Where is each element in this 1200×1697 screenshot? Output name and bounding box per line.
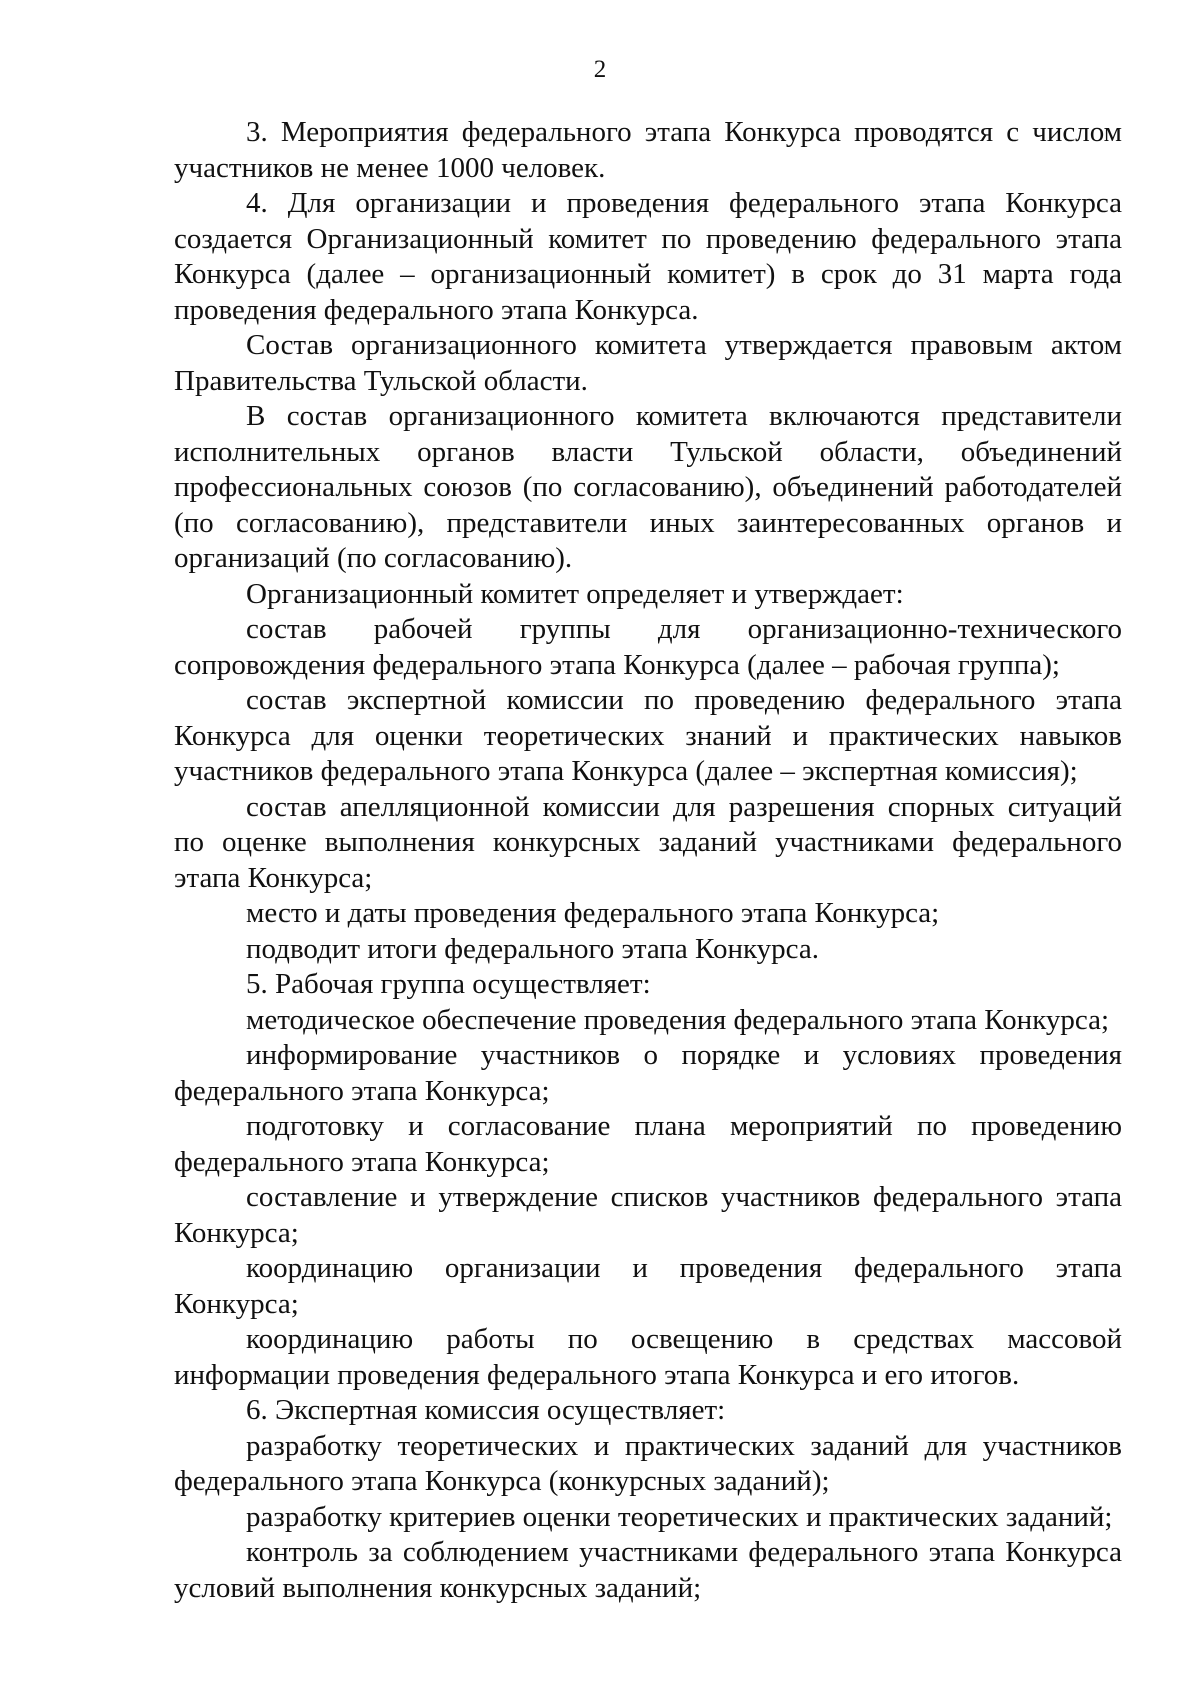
paragraph-item-3-participants: 3. Мероприятия федерального этапа Конкурса проводятся с числом участников не менее 1000 человек.	[174, 116, 1122, 184]
paragraph-informing-participants: информирование участников о порядке и условиях проведения федерального этапа Конкурса;	[174, 1039, 1122, 1107]
paragraph-criteria-development: разработку критериев оценки теоретических и практических заданий;	[246, 1500, 1113, 1533]
paragraph-appeal-commission-composition: состав апелляционной комиссии для разрешения спорных ситуаций по оценке выполнения конкурсных заданий участниками федерального этапа Конкурса;	[174, 790, 1122, 894]
paragraph-committee-members: В состав организационного комитета включаются представители исполнительных органов власти Тульской области, объединений профессиональных союзов (по согласованию), объединений работодателей (по согласованию), представители иных заинтересованных органов и организаций (по согласованию).	[174, 400, 1122, 574]
paragraph-results: подводит итоги федерального этапа Конкурса.	[246, 932, 819, 965]
paragraph-item-5-working-group: 5. Рабочая группа осуществляет:	[246, 968, 651, 1000]
paragraph-item-6-expert-commission: 6. Экспертная комиссия осуществляет:	[246, 1394, 726, 1426]
paragraph-venue-dates: место и даты проведения федерального этапа Конкурса;	[246, 897, 940, 929]
paragraph-working-group-composition: состав рабочей группы для организационно-технического сопровождения федерального этапа Конкурса (далее – рабочая группа);	[174, 613, 1122, 681]
paragraph-task-development: разработку теоретических и практических заданий для участников федерального этапа Конкурса (конкурсных заданий);	[174, 1429, 1122, 1497]
paragraph-expert-commission-composition: состав экспертной комиссии по проведению федерального этапа Конкурса для оценки теоретических знаний и практических навыков участников федерального этапа Конкурса (далее – экспертная комиссия);	[174, 684, 1122, 787]
page-number: 2	[593, 56, 607, 83]
paragraph-plan-preparation: подготовку и согласование плана мероприятий по проведению федерального этапа Конкурса;	[174, 1110, 1122, 1178]
paragraph-committee-composition: Состав организационного комитета утверждается правовым актом Правительства Тульской области.	[174, 329, 1122, 397]
paragraph-coordination: координацию организации и проведения федерального этапа Конкурса;	[174, 1252, 1122, 1320]
paragraph-participant-lists: составление и утверждение списков участников федерального этапа Конкурса;	[174, 1181, 1122, 1249]
paragraph-compliance-control: контроль за соблюдением участниками федерального этапа Конкурса условий выполнения конкурсных заданий;	[174, 1536, 1122, 1604]
paragraph-methodical-support: методическое обеспечение проведения федерального этапа Конкурса;	[246, 1003, 1110, 1036]
paragraph-media-coverage: координацию работы по освещению в средствах массовой информации проведения федерального этапа Конкурса и его итогов.	[174, 1323, 1122, 1391]
paragraph-item-4-org-committee: 4. Для организации и проведения федерального этапа Конкурса создается Организационный комитет по проведению федерального этапа Конкурса (далее – организационный комитет) в срок до 31 марта года проведения федерального этапа Конкурса.	[174, 187, 1122, 326]
document-body	[174, 115, 1122, 1606]
paragraph-committee-duties-intro: Организационный комитет определяет и утверждает:	[246, 577, 904, 610]
